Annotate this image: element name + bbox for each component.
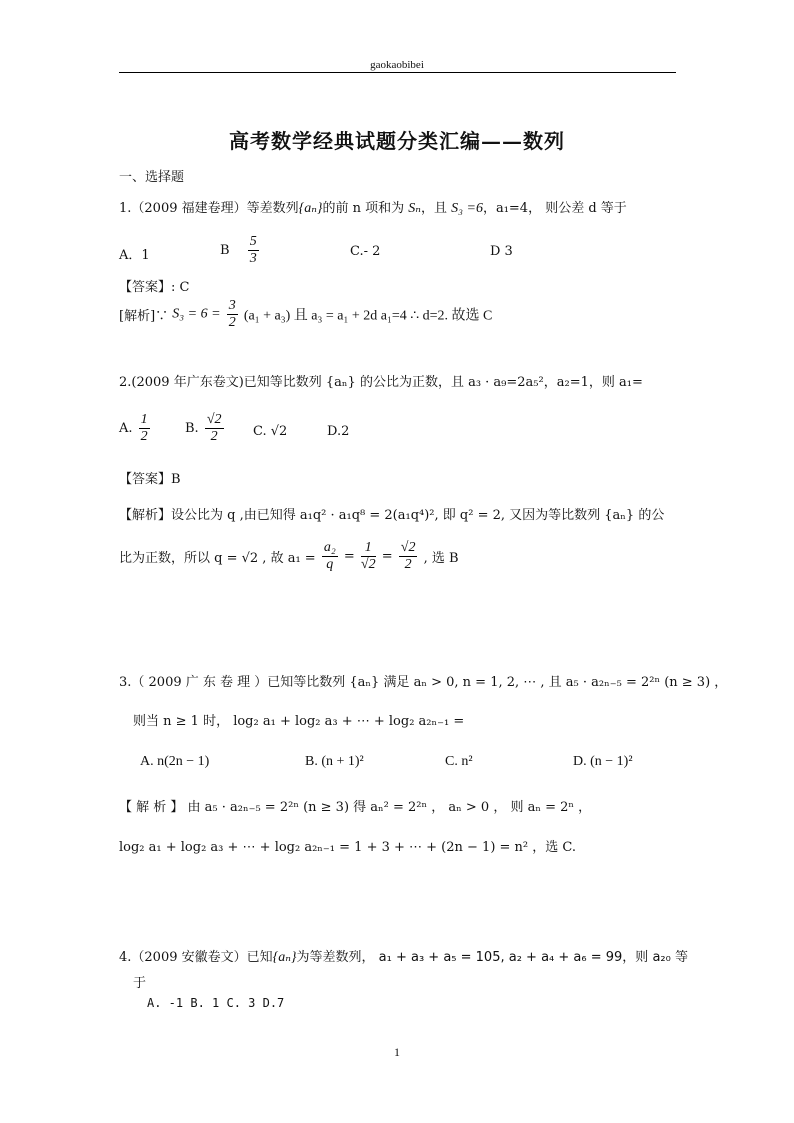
q2-fraction-3-numerator: √2 [400,540,416,555]
page-number: 1 [394,1045,400,1059]
q1-stem-c: ，且 [420,201,447,216]
q1-option-b-numerator: 5 [249,234,257,249]
q1-option-b-denominator: 3 [249,251,257,266]
q2-stem: 2.(2009 年广东卷文)已知等比数列 {aₙ} 的公比为正数，且 a₃ · a₉=2a₅²，a₂=1，则 a₁= [119,375,643,390]
q2-equals-2: = [381,549,393,564]
q2-analysis-line-2 [119,540,459,573]
q3-option-b: B. (n + 1)² [305,754,364,769]
q1-analysis-numerator: 3 [228,298,236,313]
q1-option-b-fraction [248,234,259,267]
q1-option-a: A．1 [119,248,150,263]
q4-stem [119,946,688,966]
q4-stem-d: 等 [674,950,688,965]
q1-analysis [119,298,492,331]
q2-option-b-denominator: 2 [210,429,218,444]
q3-stem-line-2: 则当 n ≥ 1 时， log₂ a₁ + log₂ a₃ + ⋯ + log₂ a₂ₙ₋₁ = [133,714,465,729]
q3-option-c: C. n² [445,754,473,769]
q1-stem-d: ，a₁=4， 则公差 d 等于 [482,201,627,216]
q2-fraction-2 [361,540,376,573]
q3-analysis-line-2: log₂ a₁ + log₂ a₃ + ⋯ + log₂ a₂ₙ₋₁ = 1 + 3 + ⋯ + (2n − 1) = n² ，选 C. [119,840,577,855]
q1-option-b-label: B [220,243,230,258]
q1-analysis-math: S₃ = 6 = [172,306,221,322]
q2-option-a-denominator: 2 [140,429,148,444]
section-heading: 一、选择题 [119,170,185,185]
q4-options: A. -1 B. 1 C. 3 D.7 [147,996,285,1010]
q2-option-b-fraction [205,412,224,445]
q2-fraction-1 [322,540,338,573]
q2-answer: 【答案】B [119,472,181,487]
q1-s3: S₃ =6 [451,201,483,216]
q2-option-c: C. √2 [253,424,288,439]
q4-stem-a: 4.（2009 安徽卷文）已知 [119,950,273,965]
q2-fraction-1-numerator: a₂ [323,540,336,555]
q2-option-a [119,412,152,445]
q2-fraction-3 [399,540,418,573]
q1-answer: 【答案】: C [119,280,190,295]
q1-analysis-a: [解析]∵ [119,309,169,324]
q4-stem-continued: 于 [133,976,147,991]
q2-option-b-label: B. [185,421,199,436]
q2-fraction-1-denominator: q [326,557,334,572]
q2-analysis-2a: 比为正数，所以 q = √2 , 故 a₁ = [119,551,316,566]
q2-fraction-2-numerator: 1 [361,540,376,557]
q1-stem-a: 1.（2009 福建卷理）等差数列 [119,201,299,216]
q1-sn: Sₙ [408,201,421,216]
q2-analysis-line-1: 【解析】设公比为 q ,由已知得 a₁q² · a₁q⁸ = 2(a₁q⁴)², 即 q² = 2, 又因为等比数列 {aₙ} 的公 [119,508,665,523]
q2-equals-1: = [343,549,355,564]
q2-option-d: D.2 [327,424,350,439]
header-rule [119,72,676,73]
page-title: 高考数学经典试题分类汇编——数列 [229,129,565,153]
q1-option-c: C.- 2 [350,244,381,259]
q2-fraction-2-denominator: √2 [360,557,376,572]
page-header: gaokaobibei [370,59,424,71]
q1-option-b [220,234,261,267]
q4-stem-b: 为等差数列， [296,950,375,965]
q2-option-a-fraction [139,412,150,445]
q1-analysis-fraction [227,298,238,331]
q4-seq: {aₙ} [272,950,297,965]
q1-seq: {aₙ} [298,201,323,216]
q2-option-b [185,412,226,445]
q1-stem [119,197,627,217]
q4-target: a₂₀ [652,950,671,965]
q3-option-a: A. n(2n − 1) [140,754,210,769]
q3-stem-line-1: 3.（ 2009 广 东 卷 理 ）已知等比数列 {aₙ} 满足 aₙ > 0, n = 1, 2, ⋯ , 且 a₅ · a₂ₙ₋₅ = 2²ⁿ (n ≥ 3) ， [119,675,728,690]
q4-stem-c: ，则 [622,950,649,965]
q2-analysis-2b: , 选 B [423,551,459,566]
q3-option-d: D. (n − 1)² [573,754,633,769]
q2-fraction-3-denominator: 2 [404,557,412,572]
q1-stem-b: 的前 n 项和为 [322,201,405,216]
q2-option-b-numerator: √2 [206,412,222,427]
q2-option-a-numerator: 1 [140,412,148,427]
q1-analysis-b: (a₁ + a₃) 且 a₃ = a₁ + 2d a₁=4 ∴ d=2. 故选 C [243,308,493,324]
q1-option-d: D 3 [490,244,513,259]
q2-option-a-label: A. [119,421,133,436]
q4-condition: a₁ + a₃ + a₅ = 105, a₂ + a₄ + a₆ = 99 [378,950,623,965]
q1-analysis-denominator: 2 [228,315,236,330]
q3-analysis-line-1: 【 解 析 】 由 a₅ · a₂ₙ₋₅ = 2²ⁿ (n ≥ 3) 得 aₙ² = 2²ⁿ ， aₙ > 0 ， 则 aₙ = 2ⁿ ， [119,800,592,815]
